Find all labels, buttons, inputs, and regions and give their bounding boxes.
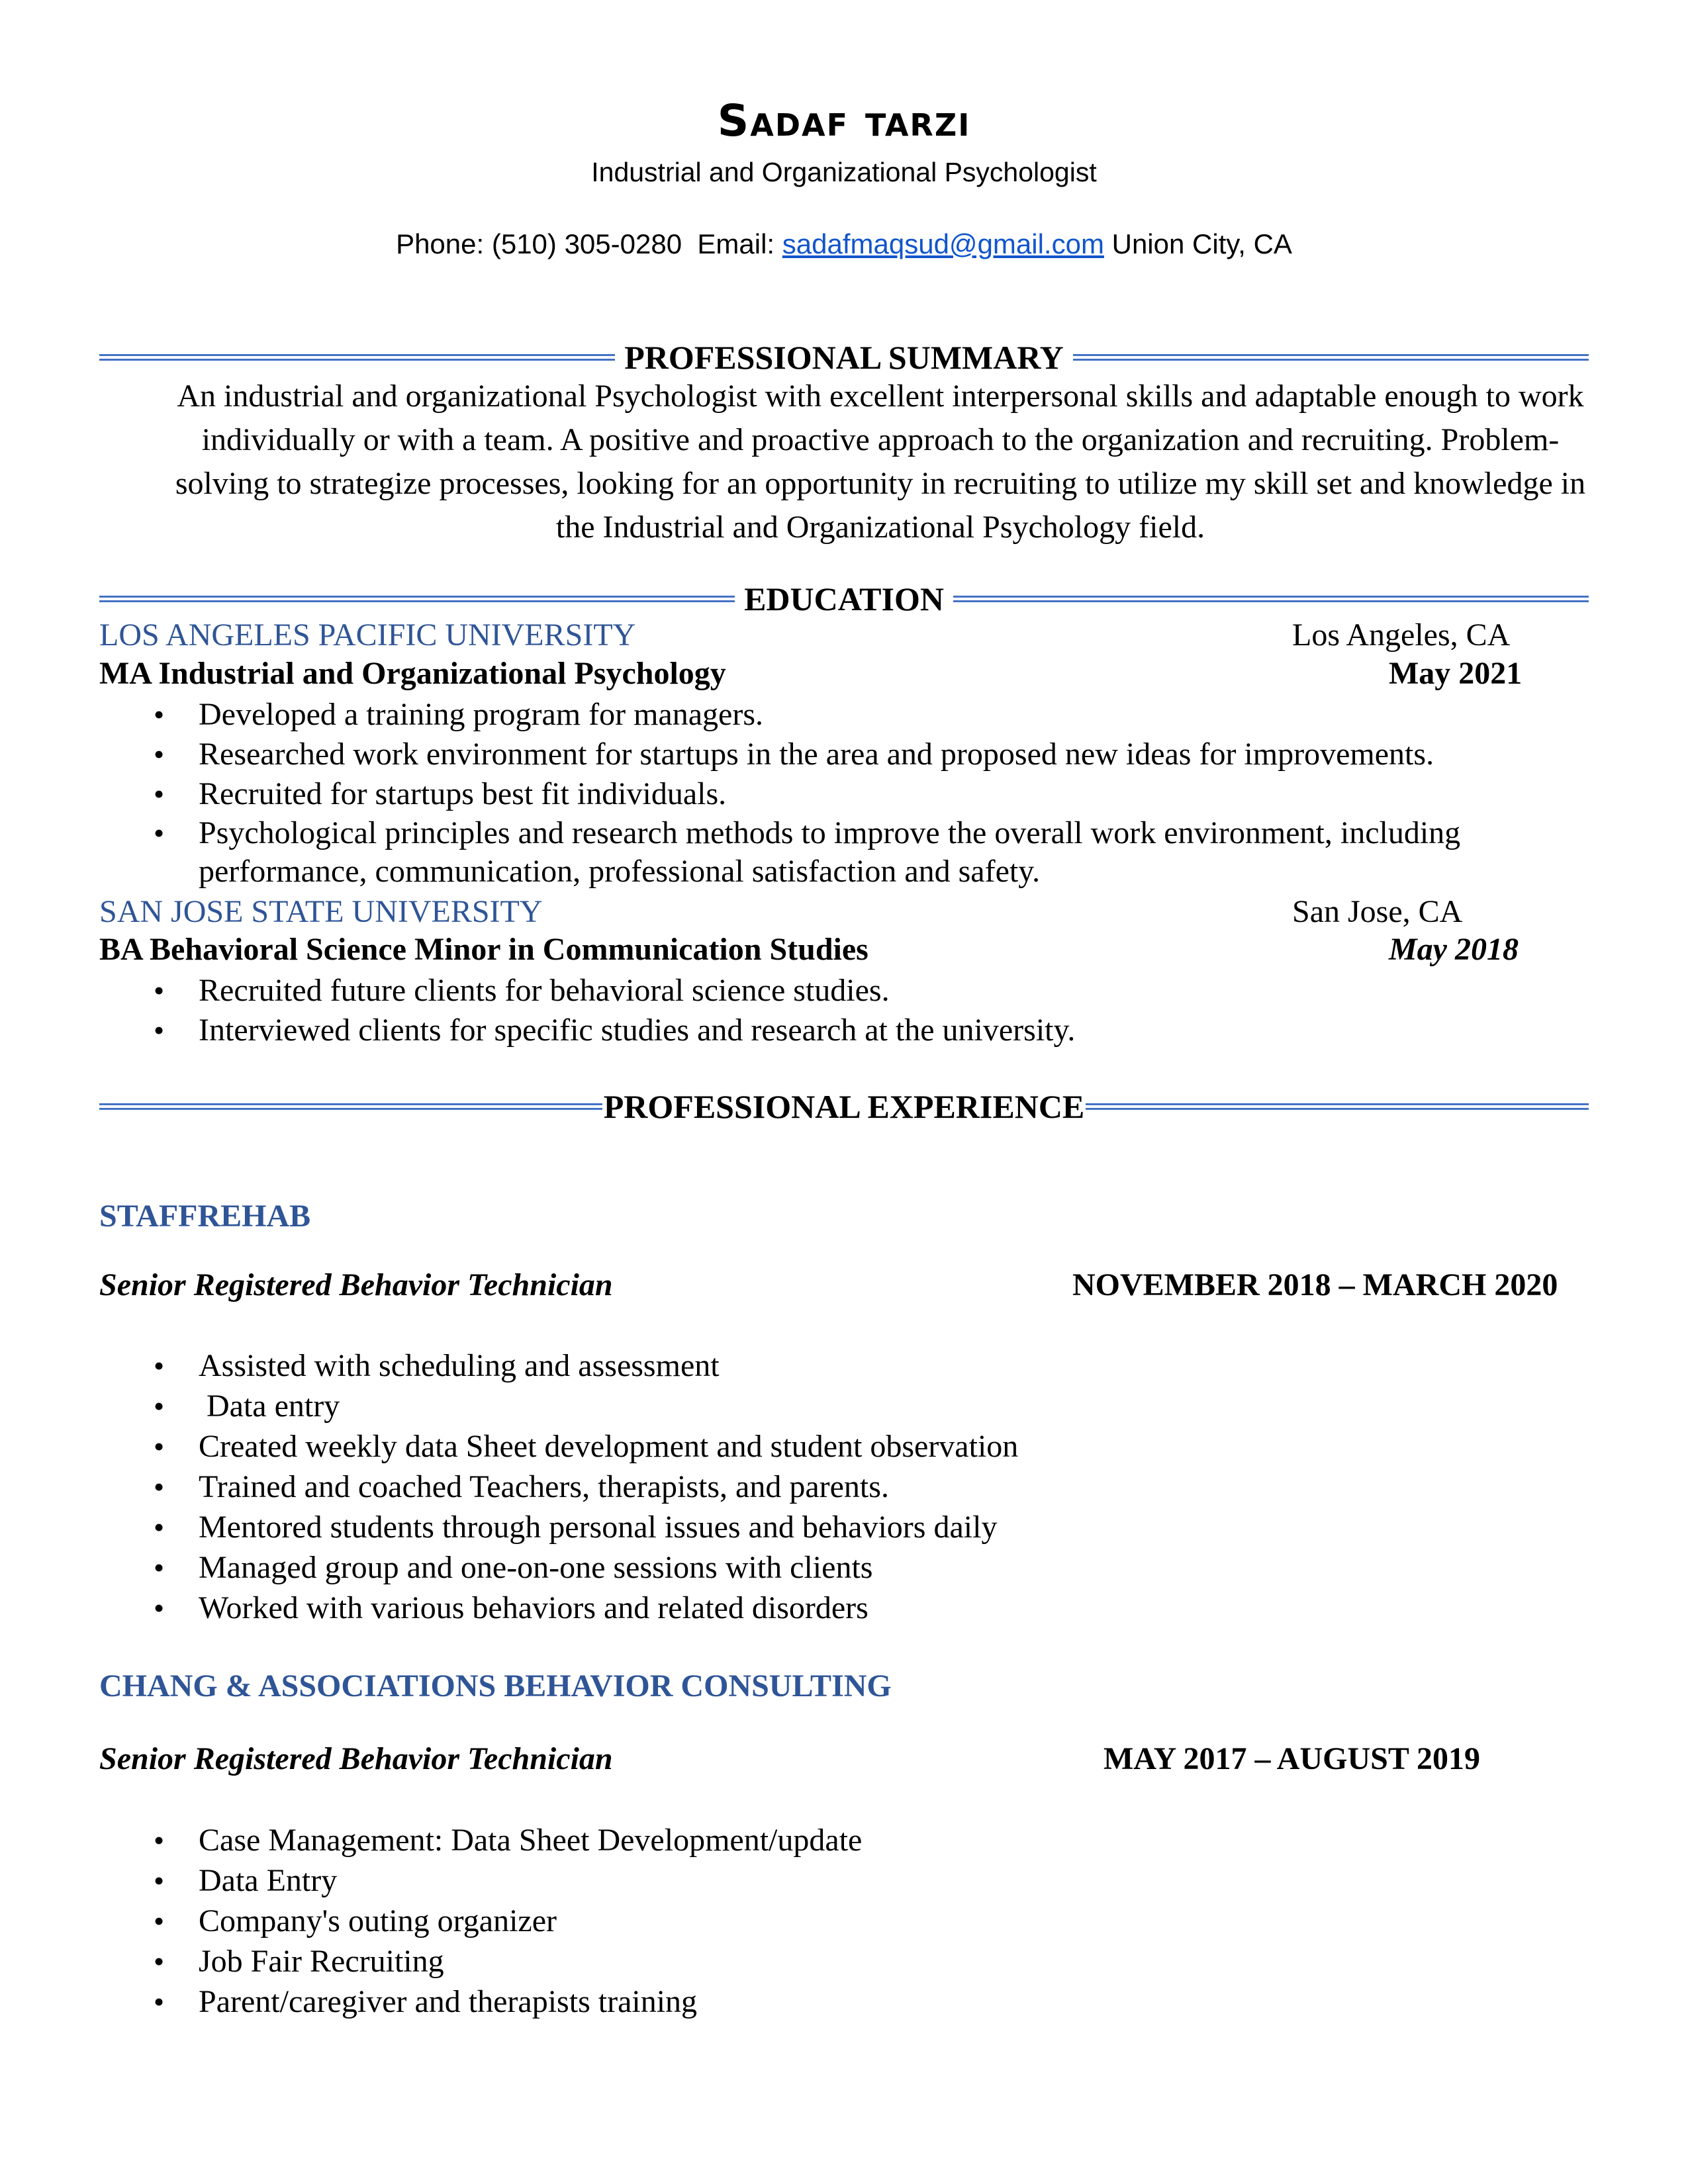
list-item: • Researched work environment for startups in the area and proposed new ideas for improvements. [99, 735, 1589, 774]
contact-phone: Phone: (510) 305-0280 Email: [396, 228, 782, 259]
school-location: Los Angeles, CA [1292, 617, 1511, 653]
list-item: • Developed a training program for managers. [99, 695, 1589, 735]
section-rule-left [99, 1103, 602, 1110]
degree-date: May 2021 [1389, 656, 1523, 691]
list-item: • Trained and coached Teachers, therapists, and parents. [99, 1467, 1589, 1507]
education-school-row [99, 892, 1589, 932]
position-dates: MAY 2017 – AUGUST 2019 [1103, 1741, 1480, 1776]
education-degree-row [99, 930, 1589, 970]
list-item: • Case Management: Data Sheet Development/update [99, 1820, 1589, 1860]
education-degree-row [99, 654, 1589, 694]
list-item: • Assisted with scheduling and assessment [99, 1345, 1589, 1386]
summary-text: An industrial and organizational Psychologist with excellent interpersonal skills and adaptable enough to work individually or with a team. A positive and proactive approach to the organization and recruiting. Problem-solving to strategize processes, looking for an opportunity in recruiting to utilize my skill set and knowledge in the Industrial and Organizational Psychology field. [175, 379, 1586, 545]
education-school-row [99, 615, 1589, 655]
position-title: Senior Registered Behavior Technician [99, 1267, 613, 1302]
list-item: • Mentored students through personal issues and behaviors daily [99, 1507, 1589, 1547]
company-row [99, 1666, 1589, 1706]
position-row [99, 1739, 1589, 1779]
section-rule-right [953, 596, 1589, 602]
degree-name: BA Behavioral Science Minor in Communication Studies [99, 932, 868, 967]
section-rule-right [1086, 1103, 1589, 1110]
list-item: • Interviewed clients for specific studies and research at the university. [99, 1011, 1589, 1050]
school-location: San Jose, CA [1292, 894, 1463, 929]
email-link[interactable]: sadafmaqsud@gmail.com [782, 228, 1104, 259]
list-item: • Worked with various behaviors and related disorders [99, 1588, 1589, 1628]
section-title-experience: PROFESSIONAL EXPERIENCE [603, 1088, 1085, 1125]
degree-name: MA Industrial and Organizational Psychology [99, 656, 726, 691]
list-item: • Data Entry [99, 1860, 1589, 1901]
section-header-experience [99, 1087, 1589, 1126]
contact-line [0, 230, 1688, 258]
section-rule-left [99, 596, 735, 602]
school-name: SAN JOSE STATE UNIVERSITY [99, 894, 543, 929]
position-title: Senior Registered Behavior Technician [99, 1741, 613, 1776]
education-bullet-list [99, 971, 1589, 1050]
contact-location: Union City, CA [1103, 228, 1292, 259]
experience-bullet-list [99, 1820, 1589, 2022]
school-name: LOS ANGELES PACIFIC UNIVERSITY [99, 617, 636, 653]
list-item: • Recruited future clients for behavioral science studies. [99, 971, 1589, 1011]
education-bullet-list [99, 695, 1589, 891]
list-item: • Created weekly data Sheet development and student observation [99, 1426, 1589, 1467]
list-item: • Recruited for startups best fit individuals. [99, 774, 1589, 814]
position-row [99, 1265, 1589, 1305]
list-item: • Parent/caregiver and therapists training [99, 1981, 1589, 2022]
degree-date: May 2018 [1389, 932, 1519, 967]
section-title-education: EDUCATION [744, 580, 944, 617]
company-row [99, 1197, 1589, 1236]
company-name: STAFFREHAB [99, 1199, 311, 1234]
list-item: • Data entry [99, 1386, 1589, 1426]
company-name: CHANG & ASSOCIATIONS BEHAVIOR CONSULTING [99, 1668, 892, 1704]
list-item: • Managed group and one-on-one sessions with clients [99, 1547, 1589, 1588]
candidate-title: Industrial and Organizational Psychologist [591, 157, 1097, 187]
candidate-name: Sadaf tarzi [717, 95, 971, 146]
list-item: • Psychological principles and research methods to improve the overall work environment, including performance, communication, professional satisfaction and safety. [99, 814, 1589, 891]
section-header-summary [99, 338, 1589, 377]
experience-bullet-list [99, 1345, 1589, 1628]
section-rule-left [99, 354, 615, 361]
section-header-education [99, 579, 1589, 619]
section-rule-right [1073, 354, 1589, 361]
position-dates: NOVEMBER 2018 – MARCH 2020 [1072, 1267, 1558, 1302]
section-title-summary: PROFESSIONAL SUMMARY [624, 339, 1064, 376]
list-item: • Job Fair Recruiting [99, 1941, 1589, 1981]
list-item: • Company's outing organizer [99, 1901, 1589, 1941]
